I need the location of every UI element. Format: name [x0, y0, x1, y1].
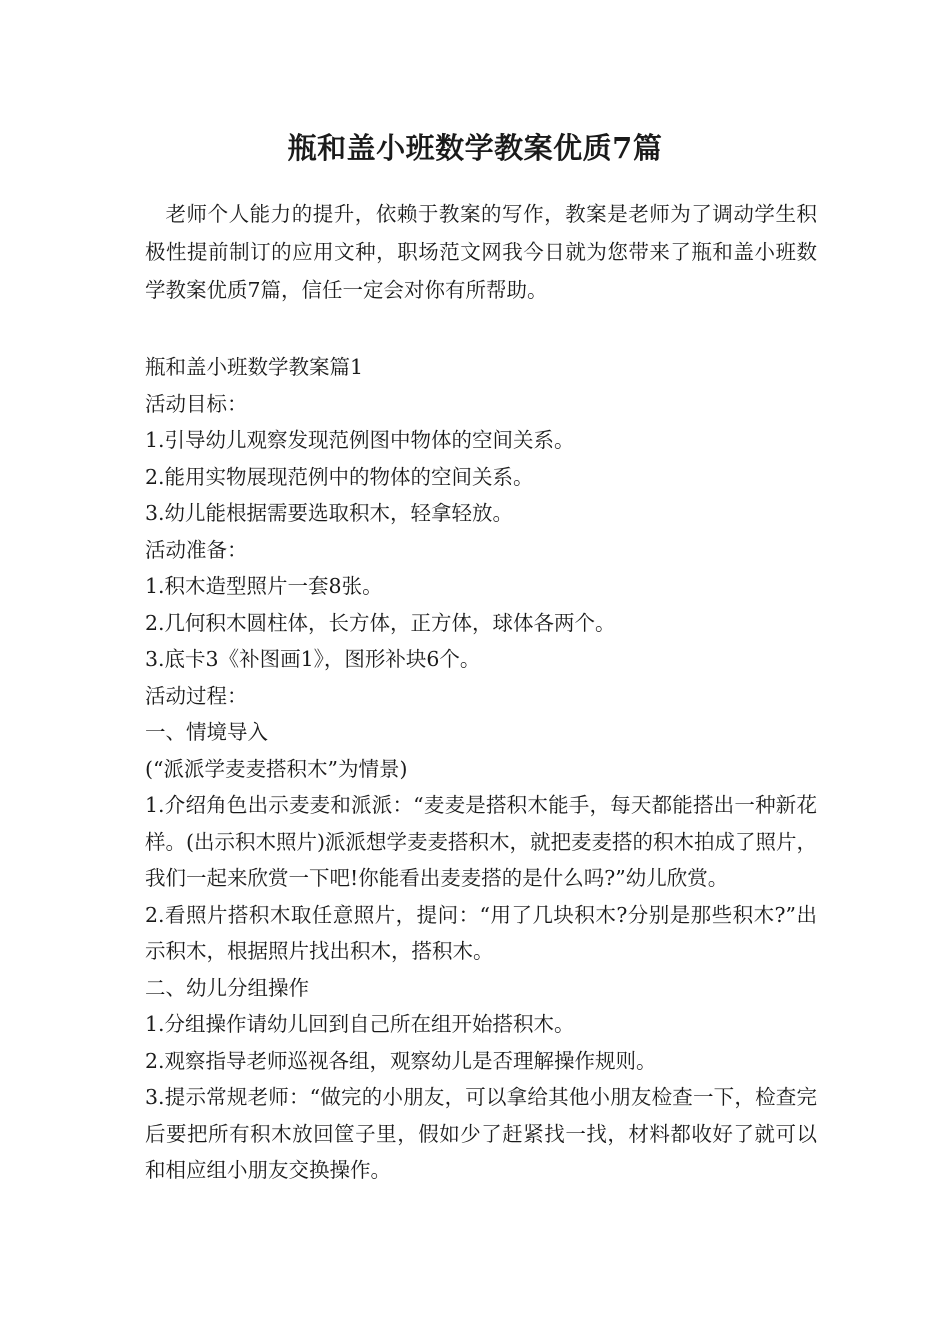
list-item: 3.底卡3《补图画1》，图形补块6个。	[145, 647, 481, 671]
subheading-goals: 活动目标：	[145, 391, 248, 416]
document-title: 瓶和盖小班数学教案优质7篇	[287, 131, 663, 165]
intro-paragraph: 老师个人能力的提升，依赖于教案的写作，教案是老师为了调动学生积极性提前制订的应用文种，职场范文网我今日就为您带来了瓶和盖小班数学教案优质7篇，信任一定会对你有所帮助。	[145, 202, 817, 302]
subheading-process: 活动过程：	[145, 683, 248, 708]
list-item: 1.积木造型照片一套8张。	[145, 574, 383, 598]
list-item: 2.几何积木圆柱体，长方体，正方体，球体各两个。	[145, 610, 616, 635]
list-item: 2.观察指导老师巡视各组，观察幼儿是否理解操作规则。	[145, 1048, 657, 1073]
list-item: 3.提示常规老师：“做完的小朋友，可以拿给其他小朋友检查一下，检查完后要把所有积木放回筐子里，假如少了赶紧找一找，材料都收好了就可以和相应组小朋友交换操作。	[145, 1085, 817, 1182]
subheading-preparation: 活动准备：	[145, 537, 248, 562]
list-item: 1.引导幼儿观察发现范例图中物体的空间关系。	[145, 428, 575, 452]
list-item: 1.分组操作请幼儿回到自己所在组开始搭积木。	[145, 1012, 575, 1036]
list-item: 2.看照片搭积木取任意照片，提问：“用了几块积木?分别是那些积木?”出示积木，根据照片找出积木，搭积木。	[145, 902, 817, 963]
document-content	[145, 195, 817, 1189]
list-item: 1.介绍角色出示麦麦和派派：“麦麦是搭积木能手，每天都能搭出一种新花样。(出示积木照片)派派想学麦麦搭积木，就把麦麦搭的积木拍成了照片，我们一起来欣赏一下吧!你能看出麦麦搭的是什么吗?”幼儿欣赏。	[145, 793, 817, 890]
step-heading: 二、幼儿分组操作	[145, 975, 309, 1000]
list-item: 2.能用实物展现范例中的物体的空间关系。	[145, 464, 534, 489]
list-item: 3.幼儿能根据需要选取积木，轻拿轻放。	[145, 501, 514, 525]
step-heading: 一、情境导入	[145, 720, 268, 744]
scenario-note: (“派派学麦麦搭积木”为情景)	[145, 756, 408, 781]
document-body	[145, 349, 817, 1189]
section-heading: 瓶和盖小班数学教案篇1	[145, 355, 364, 379]
